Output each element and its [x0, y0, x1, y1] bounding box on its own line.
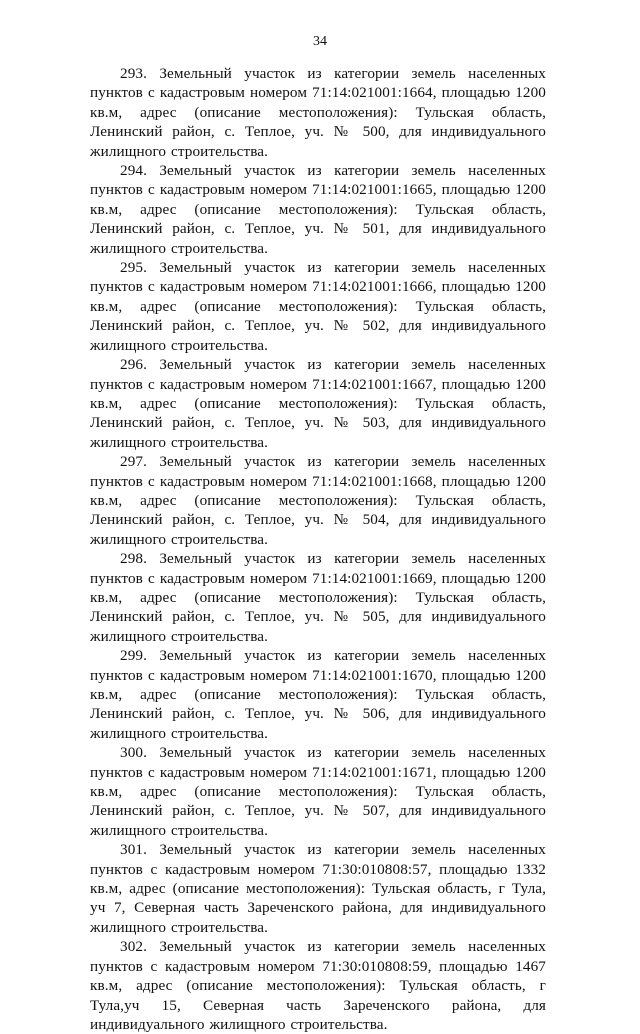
land-plot-entry: 294. Земельный участок из категории земель населенных пунктов с кадастровым номером 71:14:021001:1665, площадью 1200 кв.м, адрес (описание местоположения): Тульская область, Ленинский район, с. Теплое, уч. № 501, для индивидуального жилищного строительства. — [90, 162, 546, 257]
land-plot-entry: 295. Земельный участок из категории земель населенных пунктов с кадастровым номером 71:14:021001:1666, площадью 1200 кв.м, адрес (описание местоположения): Тульская область, Ленинский район, с. Теплое, уч. № 502, для индивидуального жилищного строительства. — [90, 259, 546, 354]
document-body — [90, 64, 546, 1034]
land-plot-entry: 298. Земельный участок из категории земель населенных пунктов с кадастровым номером 71:14:021001:1669, площадью 1200 кв.м, адрес (описание местоположения): Тульская область, Ленинский район, с. Теплое, уч. № 505, для индивидуального жилищного строительства. — [90, 550, 546, 645]
land-plot-entry: 293. Земельный участок из категории земель населенных пунктов с кадастровым номером 71:14:021001:1664, площадью 1200 кв.м, адрес (описание местоположения): Тульская область, Ленинский район, с. Теплое, уч. № 500, для индивидуального жилищного строительства. — [90, 65, 546, 160]
land-plot-entry: 301. Земельный участок из категории земель населенных пунктов с кадастровым номером 71:30:010808:57, площадью 1332 кв.м, адрес (описание местоположения): Тульская область, г Тула, уч 7, Северная часть Зареченского района, для индивидуального жилищного строительства. — [90, 841, 546, 936]
land-plot-entry: 296. Земельный участок из категории земель населенных пунктов с кадастровым номером 71:14:021001:1667, площадью 1200 кв.м, адрес (описание местоположения): Тульская область, Ленинский район, с. Теплое, уч. № 503, для индивидуального жилищного строительства. — [90, 356, 546, 451]
land-plot-entry: 299. Земельный участок из категории земель населенных пунктов с кадастровым номером 71:14:021001:1670, площадью 1200 кв.м, адрес (описание местоположения): Тульская область, Ленинский район, с. Теплое, уч. № 506, для индивидуального жилищного строительства. — [90, 647, 546, 742]
land-plot-entry: 302. Земельный участок из категории земель населенных пунктов с кадастровым номером 71:30:010808:59, площадью 1467 кв.м, адрес (описание местоположения): Тульская область, г Тула,уч 15, Северная часть Зареченского района, для индивидуального жилищного строительства. — [90, 938, 546, 1033]
land-plot-entry: 300. Земельный участок из категории земель населенных пунктов с кадастровым номером 71:14:021001:1671, площадью 1200 кв.м, адрес (описание местоположения): Тульская область, Ленинский район, с. Теплое, уч. № 507, для индивидуального жилищного строительства. — [90, 744, 546, 839]
page-number: 34 — [313, 34, 327, 49]
land-plot-entry: 297. Земельный участок из категории земель населенных пунктов с кадастровым номером 71:14:021001:1668, площадью 1200 кв.м, адрес (описание местоположения): Тульская область, Ленинский район, с. Теплое, уч. № 504, для индивидуального жилищного строительства. — [90, 453, 546, 548]
